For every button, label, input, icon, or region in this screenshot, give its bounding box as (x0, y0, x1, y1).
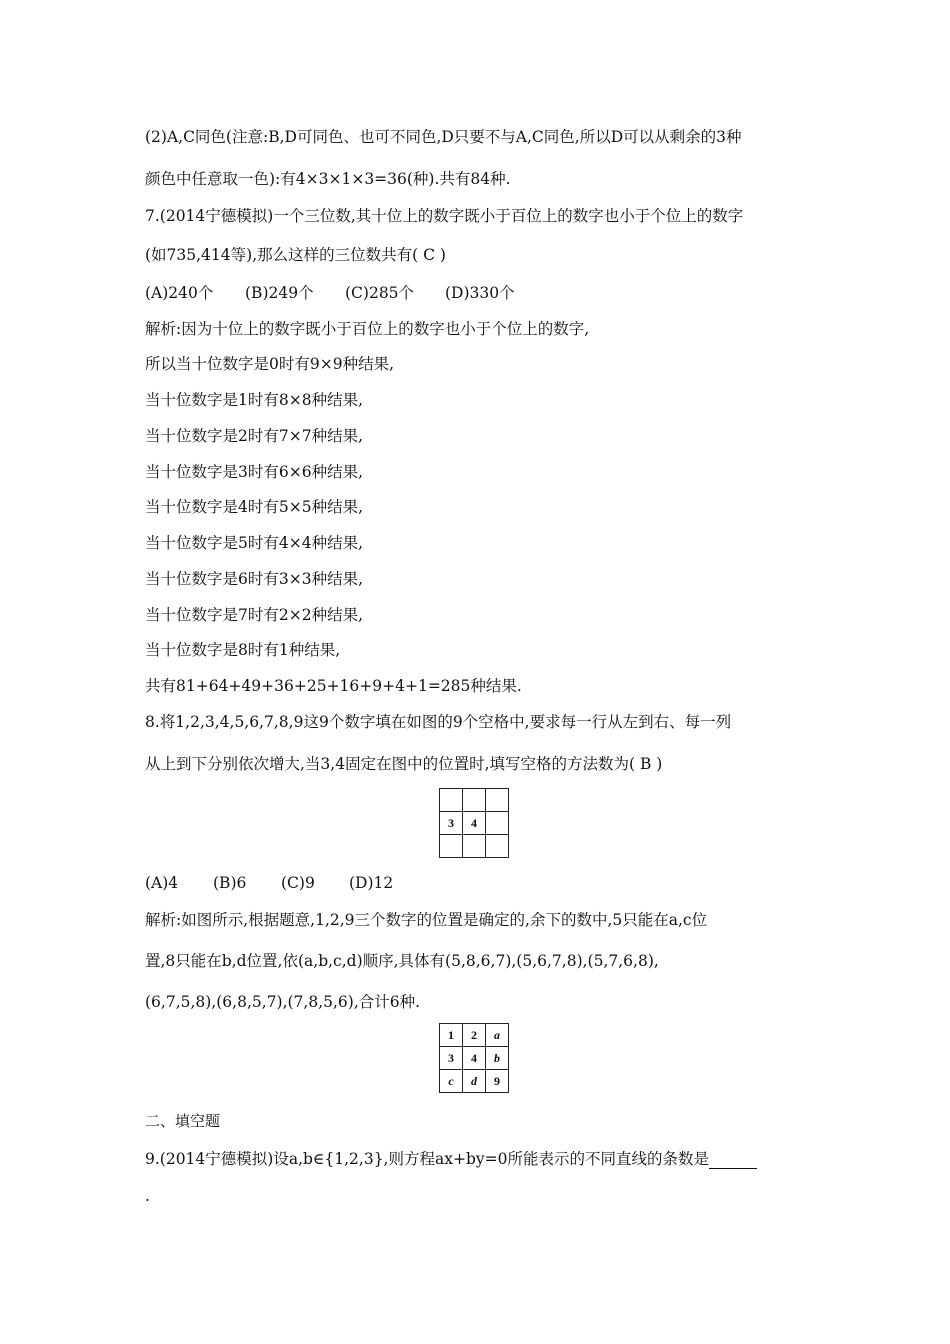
grid-cell: 3 (440, 1047, 463, 1070)
option-b: (B)249个 (245, 284, 314, 302)
grid-cell: 1 (440, 1024, 463, 1047)
option-a: (A)4 (145, 874, 179, 892)
question-7-stem: (如735,414等),那么这样的三位数共有( C ) (145, 246, 446, 264)
grid-cell (486, 812, 509, 835)
question-7-stem: 7.(2014宁德模拟)一个三位数,其十位上的数字既小于百位上的数字也小于个位上的数字 (145, 207, 744, 225)
grid-cell: d (463, 1070, 486, 1093)
solution-line: 当十位数字是5时有4×4种结果, (145, 534, 363, 552)
section-heading: 二、填空题 (145, 1112, 221, 1130)
solution-line: (6,7,5,8),(6,8,5,7),(7,8,5,6),合计6种. (145, 993, 421, 1011)
question-8-stem: 8.将1,2,3,4,5,6,7,8,9这9个数字填在如图的9个空格中,要求每一行从左到右、每一列 (145, 713, 732, 731)
grid-cell: b (486, 1047, 509, 1070)
grid-cell: 3 (440, 812, 463, 835)
grid-cell (486, 835, 509, 858)
option-d: (D)330个 (445, 284, 515, 302)
solution-line: 当十位数字是8时有1种结果, (145, 641, 341, 659)
question-9-text: 9.(2014宁德模拟)设a,b∈{1,2,3},则方程ax+by=0所能表示的不同直线的条数是 (145, 1150, 709, 1168)
solution-line: 当十位数字是7时有2×2种结果, (145, 606, 363, 624)
grid-cell: c (440, 1070, 463, 1093)
grid-cell (463, 789, 486, 812)
question-7-options (145, 283, 515, 303)
text-line: (2)A,C同色(注意:B,D可同色、也可不同色,D只要不与A,C同色,所以D可以从剩余的3种 (145, 128, 742, 146)
option-b: (B)6 (213, 874, 247, 892)
answer-blank (709, 1152, 757, 1169)
grid-cell: 9 (486, 1070, 509, 1093)
grid-cell: a (486, 1024, 509, 1047)
solution-line: 所以当十位数字是0时有9×9种结果, (145, 355, 395, 373)
solution-line: 共有81+64+49+36+25+16+9+4+1=285种结果. (145, 677, 522, 695)
grid-cell: 4 (463, 812, 486, 835)
grid-cell: 2 (463, 1024, 486, 1047)
solution-line: 当十位数字是3时有6×6种结果, (145, 463, 363, 481)
solution-line: 当十位数字是6时有3×3种结果, (145, 570, 363, 588)
question-8-options (145, 873, 393, 893)
text-line: 颜色中任意取一色):有4×3×1×3=36(种).共有84种. (145, 170, 511, 188)
question-8-grid (439, 788, 509, 858)
option-c: (C)9 (281, 874, 315, 892)
option-a: (A)240个 (145, 284, 214, 302)
option-c: (C)285个 (345, 284, 415, 302)
grid-cell (463, 835, 486, 858)
grid-cell (440, 789, 463, 812)
question-9-end: . (145, 1187, 150, 1205)
question-8-stem: 从上到下分别依次增大,当3,4固定在图中的位置时,填写空格的方法数为( B ) (145, 755, 663, 773)
solution-line: 当十位数字是4时有5×5种结果, (145, 498, 363, 516)
solution-line: 置,8只能在b,d位置,依(a,b,c,d)顺序,具体有(5,8,6,7),(5,6,7,8),(5,7,6,8), (145, 952, 659, 970)
question-9-stem (145, 1149, 757, 1169)
grid-cell (486, 789, 509, 812)
solution-line: 当十位数字是1时有8×8种结果, (145, 391, 363, 409)
solution-line: 当十位数字是2时有7×7种结果, (145, 427, 363, 445)
grid-cell: 4 (463, 1047, 486, 1070)
grid-cell (440, 835, 463, 858)
solution-8-grid (439, 1023, 509, 1093)
solution-line: 解析:因为十位上的数字既小于百位上的数字也小于个位上的数字, (145, 320, 590, 338)
option-d: (D)12 (349, 874, 394, 892)
solution-line: 解析:如图所示,根据题意,1,2,9三个数字的位置是确定的,余下的数中,5只能在a,c位 (145, 911, 708, 929)
